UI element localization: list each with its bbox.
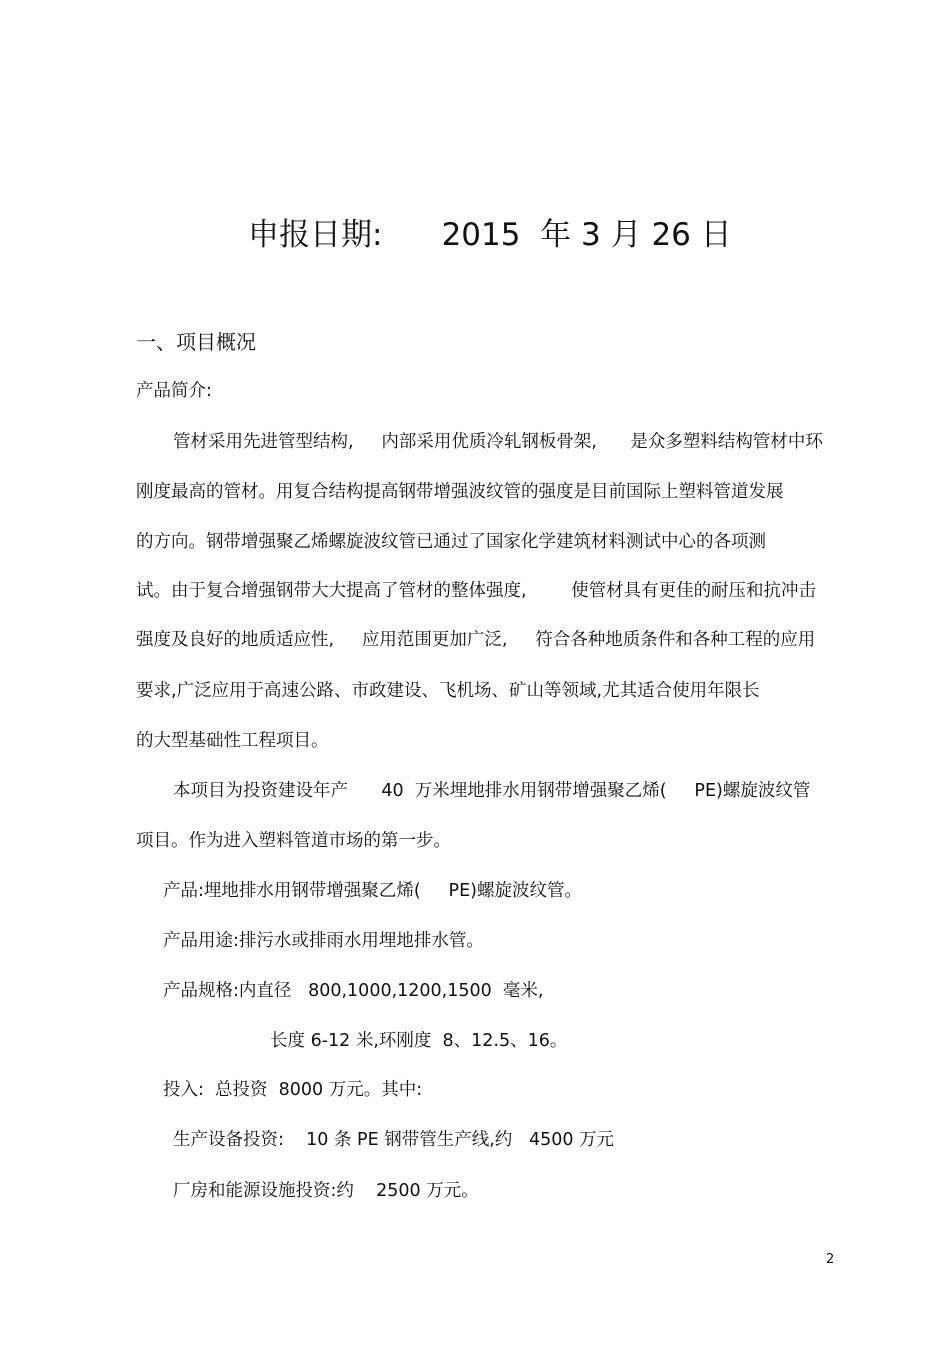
paragraph-line: 强度及良好的地质适应性, 应用范围更加广泛, 符合各种地质条件和各种工程的应用 xyxy=(136,630,816,650)
investment-total: 投入: 总投资 8000 万元。其中: xyxy=(163,1080,423,1100)
product-intro-label: 产品简介: xyxy=(136,381,212,401)
paragraph-line: 试。由于复合增强钢带大大提高了管材的整体强度, 使管材具有更佳的耐压和抗冲击 xyxy=(136,581,817,601)
equipment-investment: 生产设备投资: 10 条 PE 钢带管生产线,约 4500 万元 xyxy=(173,1130,615,1150)
paragraph-line: 刚度最高的管材。用复合结构提高钢带增强波纹管的强度是目前国际上塑料管道发展 xyxy=(136,482,784,502)
product-use: 产品用途:排污水或排雨水用埋地排水管。 xyxy=(163,931,484,951)
plant-investment: 厂房和能源设施投资:约 2500 万元。 xyxy=(173,1181,479,1201)
product-line: 产品:埋地排水用钢带增强聚乙烯( PE)螺旋波纹管。 xyxy=(163,881,582,901)
declaration-date: 申报日期: 2015 年 3 月 26 日 xyxy=(248,217,732,253)
paragraph-line: 本项目为投资建设年产 40 万米埋地排水用钢带增强聚乙烯( PE)螺旋波纹管 xyxy=(173,781,811,801)
section-heading: 一、项目概况 xyxy=(136,330,256,354)
paragraph-line: 要求,广泛应用于高速公路、市政建设、飞机场、矿山等领域,尤其适合使用年限长 xyxy=(136,681,760,701)
paragraph-line: 的方向。钢带增强聚乙烯螺旋波纹管已通过了国家化学建筑材料测试中心的各项测 xyxy=(136,532,766,552)
paragraph-line: 项目。作为进入塑料管道市场的第一步。 xyxy=(136,831,451,851)
page-number: 2 xyxy=(826,1252,835,1267)
product-spec-continued: 长度 6-12 米,环刚度 8、12.5、16。 xyxy=(270,1031,568,1051)
paragraph-line: 的大型基础性工程项目。 xyxy=(136,731,329,751)
paragraph-line: 管材采用先进管型结构, 内部采用优质冷轧钢板骨架, 是众多塑料结构管材中环 xyxy=(173,432,823,452)
product-spec: 产品规格:内直径 800,1000,1200,1500 毫米, xyxy=(163,981,544,1001)
